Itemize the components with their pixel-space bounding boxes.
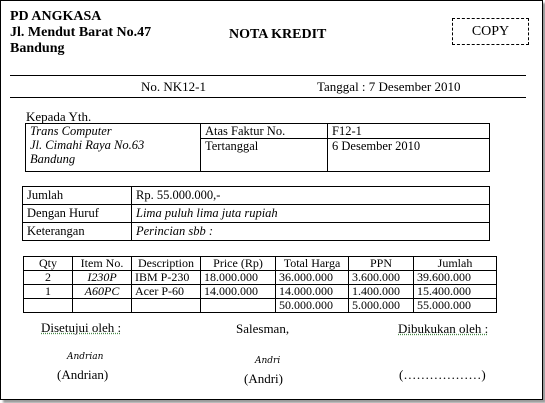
company-header	[10, 9, 151, 57]
cell-ppn: 3.600.000	[349, 271, 414, 285]
dated-value: 6 Desember 2010	[328, 139, 490, 172]
cell-ppn: 1.400.000	[349, 285, 414, 299]
company-name: PD ANGKASA	[10, 9, 102, 24]
booked-label: Dibukukan oleh :	[398, 321, 489, 336]
company-city: Bandung	[10, 41, 65, 56]
sales-name: (Andri)	[244, 371, 283, 386]
cell-total: 14.000.000	[276, 285, 349, 299]
approved-name: (Andrian)	[57, 367, 109, 382]
recipient-city: Bandung	[30, 152, 76, 166]
cell-item-no: I230P	[73, 271, 132, 285]
document-title: NOTA KREDIT	[229, 27, 327, 42]
items-header-row	[24, 257, 497, 271]
cell-item-no	[73, 299, 132, 313]
cell-qty: 2	[24, 271, 73, 285]
table-row	[24, 271, 497, 285]
cell-description: Acer P-60	[132, 285, 201, 299]
header-qty: Qty	[24, 257, 73, 271]
totals-row	[24, 299, 497, 313]
words-label: Dengan Huruf	[23, 205, 132, 223]
header-description: Description	[132, 257, 201, 271]
sales-label: Salesman,	[236, 321, 290, 336]
cell-price: 18.000.000	[201, 271, 276, 285]
copy-stamp: COPY	[452, 18, 529, 45]
header-item-no: Item No.	[73, 257, 132, 271]
amount-label: Jumlah	[23, 187, 132, 205]
header-ppn: PPN	[349, 257, 414, 271]
cell-qty: 1	[24, 285, 73, 299]
recipient-info	[26, 124, 201, 172]
cell-description	[132, 299, 201, 313]
dated-label: Tertanggal	[201, 139, 328, 172]
invoice-value: F12-1	[328, 124, 490, 139]
amount-value: Rp. 55.000.000,-	[132, 187, 490, 205]
cell-jumlah: 39.600.000	[414, 271, 497, 285]
header-jumlah: Jumlah	[414, 257, 497, 271]
cell-price: 14.000.000	[201, 285, 276, 299]
cell-price	[201, 299, 276, 313]
approved-label: Disetujui oleh :	[41, 320, 122, 335]
cell-total: 36.000.000	[276, 271, 349, 285]
company-address: Jl. Mendut Barat No.47	[10, 25, 152, 40]
header-divider-top	[10, 75, 526, 76]
sales-signature: Andri	[255, 356, 281, 366]
document-number: No. NK12-1	[141, 79, 206, 94]
header-divider-bottom	[10, 97, 526, 98]
cell-jumlah: 55.000.000	[414, 299, 497, 313]
header-price: Price (Rp)	[201, 257, 276, 271]
table-row	[24, 285, 497, 299]
recipient-label: Kepada Yth.	[26, 109, 92, 124]
words-value: Lima puluh lima juta rupiah	[132, 205, 490, 223]
invoice-label: Atas Faktur No.	[201, 124, 328, 139]
note-value: Perincian sbb :	[132, 223, 490, 241]
cell-ppn: 5.000.000	[349, 299, 414, 313]
recipient-name: Trans Computer	[30, 124, 112, 138]
cell-jumlah: 15.400.000	[414, 285, 497, 299]
recipient-table	[25, 123, 490, 172]
cell-total: 50.000.000	[276, 299, 349, 313]
booked-name: (………………)	[399, 367, 486, 382]
cell-item-no: A60PC	[73, 285, 132, 299]
cell-qty	[24, 299, 73, 313]
document-date: Tanggal : 7 Desember 2010	[317, 79, 461, 94]
summary-table	[22, 186, 490, 241]
approved-signature: Andrian	[67, 352, 104, 362]
header-total: Total Harga	[276, 257, 349, 271]
note-label: Keterangan	[23, 223, 132, 241]
recipient-address: Jl. Cimahi Raya No.63	[30, 138, 145, 152]
cell-description: IBM P-230	[132, 271, 201, 285]
items-table	[23, 256, 497, 313]
